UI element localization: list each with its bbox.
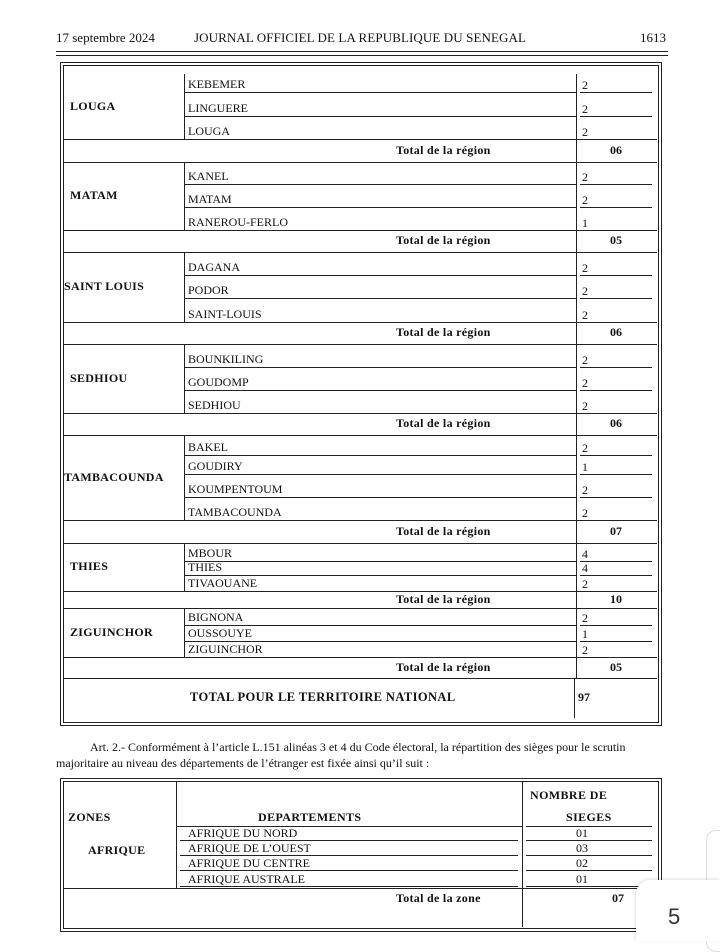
row-divider	[580, 116, 652, 117]
column-divider	[184, 162, 185, 230]
row-divider	[580, 625, 652, 626]
department-name: TAMBACOUNDA	[188, 505, 282, 519]
department-seats: 2	[582, 78, 588, 92]
row-divider	[526, 870, 652, 871]
row-divider	[184, 275, 576, 276]
department-name: MBOUR	[188, 546, 233, 560]
column-divider	[576, 608, 577, 657]
header-journal-title: JOURNAL OFFICIEL DE LA REPUBLIQUE DU SENEGAL	[194, 30, 527, 45]
column-divider	[184, 74, 185, 139]
department-seats: 1	[582, 460, 588, 474]
column-divider	[576, 252, 577, 322]
row-divider	[184, 474, 576, 475]
row-divider	[63, 435, 657, 436]
department-name: LOUGA	[188, 124, 230, 138]
region-total-label: Total de la région	[396, 523, 491, 538]
row-divider	[580, 275, 652, 276]
zone-department-name: AFRIQUE DU CENTRE	[188, 856, 310, 870]
row-divider	[580, 561, 652, 562]
column-divider	[576, 657, 577, 678]
row-divider	[184, 298, 576, 299]
row-divider	[63, 344, 657, 345]
department-seats: 2	[582, 643, 588, 657]
column-divider	[176, 781, 177, 889]
department-name: KOUMPENTOUM	[188, 482, 283, 496]
row-divider	[526, 840, 652, 841]
region-total-value: 06	[610, 416, 622, 430]
department-name: BOUNKILING	[188, 352, 264, 366]
department-name: KANEL	[188, 169, 229, 183]
region-name: MATAM	[70, 188, 118, 202]
region-total-label: Total de la région	[396, 659, 491, 674]
department-seats: 2	[582, 353, 588, 367]
zone-total-label: Total de la zone	[396, 891, 481, 905]
department-seats: 2	[582, 102, 588, 116]
department-seats: 4	[582, 561, 588, 575]
row-divider	[180, 870, 518, 871]
row-divider	[184, 390, 576, 391]
row-divider	[184, 367, 576, 368]
row-divider	[63, 608, 657, 609]
department-seats: 2	[582, 577, 588, 591]
page-indicator-badge[interactable]	[636, 880, 720, 941]
department-name: GOUDIRY	[188, 459, 243, 473]
header-sieges-line1: NOMBRE DE	[530, 788, 608, 802]
row-divider	[180, 886, 518, 887]
column-divider	[522, 781, 523, 927]
national-total-label: TOTAL POUR LE TERRITOIRE NATIONAL	[190, 690, 456, 704]
region-total-label: Total de la région	[396, 233, 491, 247]
column-divider	[184, 608, 185, 657]
row-divider	[63, 888, 657, 889]
department-name: MATAM	[188, 192, 232, 206]
department-name: KEBEMER	[188, 77, 246, 91]
national-total-value: 97	[578, 690, 590, 704]
row-divider	[63, 230, 657, 231]
row-divider	[580, 474, 652, 475]
row-divider	[580, 207, 652, 208]
region-total-value: 10	[610, 591, 622, 606]
department-name: OUSSOUYE	[188, 626, 253, 640]
row-divider	[63, 678, 657, 679]
department-seats: 2	[582, 125, 588, 139]
column-divider	[184, 252, 185, 322]
department-name: BAKEL	[188, 440, 228, 454]
column-divider	[576, 520, 577, 543]
department-name: BIGNONA	[188, 610, 244, 624]
department-name: RANEROU-FERLO	[188, 215, 289, 229]
department-seats: 2	[582, 399, 588, 413]
department-seats: 2	[582, 170, 588, 184]
column-divider	[574, 678, 575, 718]
header-page-number: 1613	[640, 30, 666, 45]
zone-department-seats: 01	[576, 872, 588, 886]
row-divider	[63, 543, 657, 544]
region-total-value: 06	[610, 142, 622, 157]
region-name: LOUGA	[70, 98, 116, 113]
region-name: SEDHIOU	[70, 370, 128, 385]
article-2-text: Art. 2.- Conformément à l’article L.151 alinéas 3 et 4 du Code électoral, la répartition des sièges pour le scrutin majoritaire au niveau des départements de l’étranger est fixée ainsi qu’il suit :	[56, 740, 626, 770]
region-total-label: Total de la région	[396, 591, 491, 606]
department-name: SEDHIOU	[188, 398, 241, 412]
column-divider	[576, 322, 577, 344]
zone-department-name: AFRIQUE DU NORD	[188, 826, 298, 840]
column-divider	[184, 344, 185, 413]
row-divider	[184, 92, 576, 93]
region-total-value: 05	[610, 659, 622, 674]
row-divider	[184, 184, 576, 185]
column-divider	[576, 413, 577, 435]
column-divider	[576, 591, 577, 608]
row-divider	[63, 520, 657, 521]
row-divider	[184, 561, 576, 562]
department-name: ZIGUINCHOR	[188, 642, 263, 656]
department-seats: 4	[582, 547, 588, 561]
column-divider	[576, 543, 577, 591]
zone-department-seats: 03	[576, 841, 588, 855]
zone-department-name: AFRIQUE DE L’OUEST	[188, 841, 311, 855]
header-divider	[526, 826, 652, 827]
row-divider	[526, 855, 652, 856]
row-divider	[63, 591, 657, 592]
header-rule	[56, 55, 668, 56]
row-divider	[63, 252, 657, 253]
column-divider	[576, 74, 577, 139]
department-seats: 2	[582, 376, 588, 390]
row-divider	[63, 657, 657, 658]
region-total-label: Total de la région	[396, 416, 491, 430]
department-seats: 2	[582, 506, 588, 520]
department-name: TIVAOUANE	[188, 576, 258, 590]
department-seats: 2	[582, 261, 588, 275]
row-divider	[184, 455, 576, 456]
department-seats: 1	[582, 627, 588, 641]
row-divider	[184, 207, 576, 208]
department-seats: 2	[582, 193, 588, 207]
zone-department-name: AFRIQUE AUSTRALE	[188, 872, 306, 886]
zone-total-value: 07	[612, 891, 624, 905]
region-name: TAMBACOUNDA	[64, 469, 164, 484]
row-divider	[580, 641, 652, 642]
department-seats: 2	[582, 611, 588, 625]
department-name: PODOR	[188, 283, 229, 297]
header-departements: DEPARTEMENTS	[258, 810, 362, 824]
header-zones: ZONES	[68, 810, 111, 824]
region-total-value: 07	[610, 523, 622, 538]
column-divider	[576, 162, 577, 230]
department-seats: 2	[582, 284, 588, 298]
zone-department-seats: 01	[576, 826, 588, 840]
row-divider	[580, 367, 652, 368]
header-rule	[56, 51, 668, 52]
row-divider	[580, 184, 652, 185]
zone-name: AFRIQUE	[88, 843, 146, 857]
department-name: GOUDOMP	[188, 375, 249, 389]
department-seats: 2	[582, 308, 588, 322]
region-name: THIES	[70, 559, 109, 573]
department-seats: 2	[582, 483, 588, 497]
region-total-value: 06	[610, 325, 622, 339]
row-divider	[63, 162, 657, 163]
article-2-paragraph	[56, 739, 668, 771]
header-date: 17 septembre 2024	[56, 30, 155, 45]
region-name: ZIGUINCHOR	[70, 624, 154, 639]
row-divider	[63, 139, 657, 140]
row-divider	[63, 322, 657, 323]
row-divider	[526, 886, 652, 887]
column-divider	[576, 435, 577, 520]
row-divider	[580, 455, 652, 456]
department-seats: 1	[582, 216, 588, 230]
row-divider	[580, 92, 652, 93]
department-name: SAINT-LOUIS	[188, 307, 262, 321]
row-divider	[580, 390, 652, 391]
column-divider	[184, 543, 185, 591]
row-divider	[580, 298, 652, 299]
zone-department-seats: 02	[576, 856, 588, 870]
department-seats: 2	[582, 441, 588, 455]
row-divider	[580, 575, 652, 576]
row-divider	[63, 413, 657, 414]
region-total-label: Total de la région	[396, 142, 491, 157]
region-total-value: 05	[610, 233, 622, 247]
column-divider	[576, 344, 577, 413]
region-total-label: Total de la région	[396, 325, 491, 339]
column-divider	[576, 230, 577, 252]
row-divider	[184, 116, 576, 117]
department-name: LINGUERE	[188, 101, 248, 115]
page-header	[0, 0, 720, 60]
page-indicator: 5	[668, 904, 681, 929]
header-sieges-line2: SIEGES	[566, 810, 612, 824]
department-name: DAGANA	[188, 260, 240, 274]
row-divider	[184, 497, 576, 498]
column-divider	[184, 435, 185, 520]
column-divider	[576, 139, 577, 162]
department-name: THIES	[188, 560, 222, 574]
row-divider	[580, 497, 652, 498]
region-name: SAINT LOUIS	[64, 279, 145, 293]
